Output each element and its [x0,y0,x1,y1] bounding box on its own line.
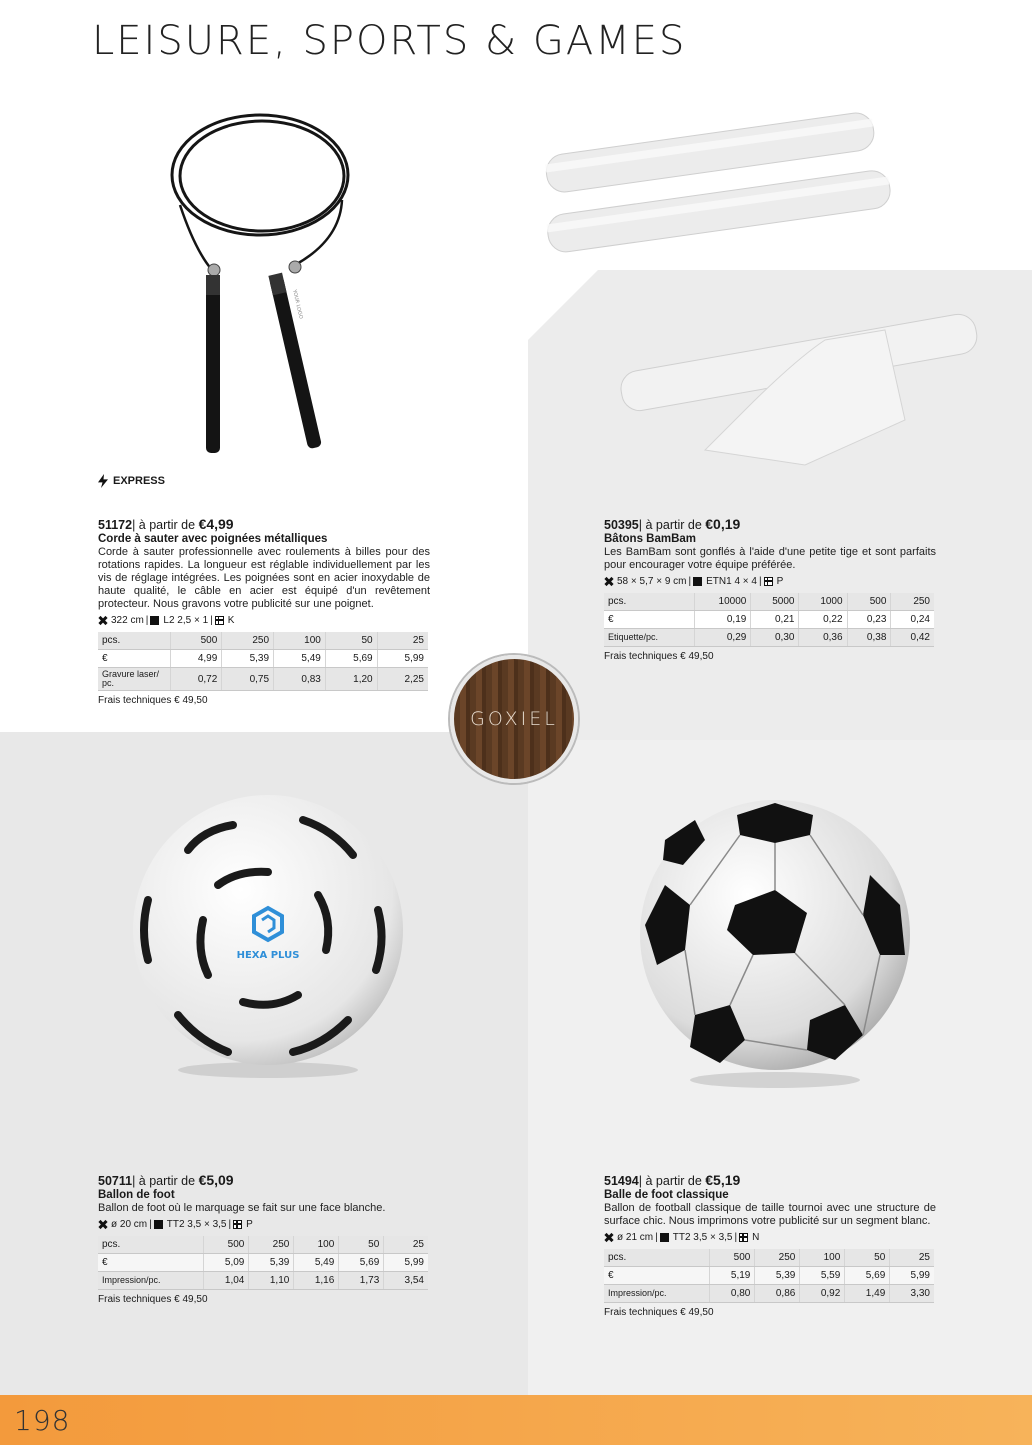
engraving-text: YOUR LOGO [291,289,304,320]
table-cell: 50 [325,632,377,650]
product-number: 50711 [98,1174,133,1188]
product-header [604,1174,936,1188]
product-specs: 58 × 5,7 × 9 cm | ETN1 4 × 4 | P [604,575,936,588]
table-cell: 2,25 [377,668,428,691]
lightning-icon [98,474,108,488]
table-cell: 250 [222,632,274,650]
product-description: Ballon de foot où le marquage se fait sur une face blanche. [98,1202,386,1214]
table-cell: 500 [204,1236,249,1254]
table-cell: € [604,611,694,629]
table-cell: € [98,1254,204,1272]
dimensions-icon [98,616,107,625]
table-row [604,1267,934,1285]
table-row [604,1285,934,1303]
print-method-icon [660,1233,669,1242]
table-cell: 3,54 [384,1272,428,1290]
packaging-icon [739,1233,748,1242]
table-cell: 4,99 [170,650,222,668]
ball-logo-text: HEXA PLUS [236,950,300,961]
price-prefix: | à partir de [132,1174,199,1188]
product-description: Ballon de football classique de taille tournoi avec une structure de surface chic. Nous imprimons votre publicité sur un segment blanc. [604,1202,936,1227]
table-cell: 250 [891,593,934,611]
product-name: Corde à sauter avec poignées métalliques [98,533,328,545]
packaging-icon [764,577,773,586]
table-cell: 100 [274,632,326,650]
spec-pack: P [246,1219,253,1230]
product-description: Les BamBam sont gonflés à l'aide d'une petite tige et sont parfaits pour encourager votre équipe préférée. [604,546,936,571]
table-cell: 5,19 [710,1267,755,1285]
product-50395 [604,518,936,663]
bambam-sticks-image [535,90,985,470]
express-label: EXPRESS [113,475,165,487]
table-cell: 10000 [694,593,751,611]
product-number: 51494 [604,1174,639,1188]
table-cell: 250 [755,1249,800,1267]
table-cell: 5,59 [800,1267,845,1285]
table-cell: 0,22 [799,611,847,629]
table-cell: 0,19 [694,611,751,629]
spec-pack: K [227,615,235,626]
product-price: €5,09 [198,1172,234,1188]
spec-size: ø 21 cm [617,1232,654,1243]
table-cell: 0,72 [170,668,222,691]
table-cell: pcs. [604,1249,710,1267]
jump-rope-image [150,110,390,460]
table-cell: 50 [339,1236,384,1254]
table-cell: 0,30 [751,629,799,647]
technical-fees: Frais techniques € 49,50 [98,1294,208,1305]
table-cell: 0,38 [847,629,891,647]
print-method-icon [154,1220,163,1229]
table-cell: 0,83 [274,668,326,691]
technical-fees: Frais techniques € 49,50 [604,1307,714,1318]
packaging-icon [233,1220,242,1229]
spec-size: 322 cm [111,615,144,626]
price-prefix: | à partir de [132,518,199,532]
product-price: €4,99 [198,516,234,532]
table-cell: Impression/pc. [98,1272,204,1290]
football-image [128,790,408,1080]
table-cell: 1000 [799,593,847,611]
table-cell: 25 [384,1236,428,1254]
table-cell: 5,39 [249,1254,294,1272]
spec-size: ø 20 cm [111,1219,148,1230]
table-cell: 5,99 [377,650,428,668]
technical-fees: Frais techniques € 49,50 [98,695,208,706]
table-cell: € [98,650,170,668]
table-row [98,1272,428,1290]
product-specs: ø 21 cm | TT2 3,5 × 3,5 | N [604,1231,936,1244]
spec-print: TT2 3,5 × 3,5 [166,1219,227,1230]
product-name: Balle de foot classique [604,1189,729,1201]
product-specs: 322 cm | L2 2,5 × 1 | K [98,614,430,627]
table-cell: 50 [845,1249,890,1267]
product-number: 51172 [98,518,133,532]
table-cell: 25 [890,1249,934,1267]
table-cell: 250 [249,1236,294,1254]
table-cell: 3,30 [890,1285,934,1303]
price-table [98,632,428,691]
page-title: LEISURE, SPORTS & GAMES [92,18,687,64]
table-cell: 1,04 [204,1272,249,1290]
table-cell: 5,49 [294,1254,339,1272]
table-cell: 1,20 [325,668,377,691]
spec-pack: P [776,576,784,587]
table-cell: 25 [377,632,428,650]
table-cell: 0,42 [891,629,934,647]
price-table [604,593,934,647]
print-method-icon [693,577,702,586]
product-header [604,518,936,532]
table-cell: Etiquette/pc. [604,629,694,647]
table-cell: 5,39 [755,1267,800,1285]
product-specs: ø 20 cm | TT2 3,5 × 3,5 | P [98,1218,430,1231]
table-cell: 500 [847,593,891,611]
table-cell: 0,80 [710,1285,755,1303]
table-cell: 5,99 [890,1267,934,1285]
table-cell: 1,16 [294,1272,339,1290]
table-cell: 5,39 [222,650,274,668]
table-cell: 100 [294,1236,339,1254]
table-cell: 5,99 [384,1254,428,1272]
table-cell: 0,92 [800,1285,845,1303]
table-row [604,1249,934,1267]
table-cell: 0,21 [751,611,799,629]
product-number: 50395 [604,518,639,532]
goxiel-logo [450,655,578,783]
express-badge [98,474,165,488]
spec-size: 58 × 5,7 × 9 cm [617,576,687,587]
table-cell: 100 [800,1249,845,1267]
dimensions-icon [604,577,613,586]
table-cell: 0,75 [222,668,274,691]
table-cell: 0,36 [799,629,847,647]
table-cell: 5000 [751,593,799,611]
table-cell: 5,69 [339,1254,384,1272]
product-51494 [604,1174,936,1319]
table-cell: 1,73 [339,1272,384,1290]
table-cell: 0,86 [755,1285,800,1303]
price-prefix: | à partir de [638,1174,706,1188]
table-cell: 0,23 [847,611,891,629]
table-cell: 1,10 [249,1272,294,1290]
table-row [604,611,934,629]
table-row [98,668,428,691]
product-header [98,518,430,532]
table-cell: 5,69 [845,1267,890,1285]
goxiel-logo-text: GOXIEL [470,708,558,730]
page-number: 198 [14,1404,71,1437]
table-cell: 5,09 [204,1254,249,1272]
product-51172 [98,518,430,707]
table-cell: Gravure laser/ pc. [98,668,170,691]
table-cell: 500 [170,632,222,650]
table-cell: pcs. [98,1236,204,1254]
table-cell: 1,49 [845,1285,890,1303]
table-row [98,1254,428,1272]
table-cell: € [604,1267,710,1285]
price-prefix: | à partir de [638,518,706,532]
table-row [98,1236,428,1254]
spec-print: L2 2,5 × 1 [163,615,209,626]
table-cell: 500 [710,1249,755,1267]
table-row [98,632,428,650]
spec-pack: N [752,1232,760,1243]
product-name: Ballon de foot [98,1189,175,1201]
spec-print: ETN1 4 × 4 [706,576,757,587]
technical-fees: Frais techniques € 49,50 [604,651,714,662]
table-cell: pcs. [604,593,694,611]
price-table [98,1236,428,1290]
table-cell: 5,49 [274,650,326,668]
table-row [98,650,428,668]
product-name: Bâtons BamBam [604,533,697,545]
table-cell: 0,29 [694,629,751,647]
packaging-icon [215,616,224,625]
product-50711 [98,1174,430,1306]
product-header [98,1174,430,1188]
print-method-icon [150,616,159,625]
table-row [604,593,934,611]
dimensions-icon [98,1220,107,1229]
dimensions-icon [604,1233,613,1242]
classic-football-image [635,795,915,1095]
table-cell: Impression/pc. [604,1285,710,1303]
table-row [604,629,934,647]
product-price: €0,19 [705,516,741,532]
spec-print: TT2 3,5 × 3,5 [672,1232,733,1243]
price-table [604,1249,934,1303]
table-cell: 0,24 [891,611,934,629]
product-price: €5,19 [705,1172,741,1188]
product-description: Corde à sauter professionnelle avec roulements à billes pour des rotations rapides. La longueur est réglable individuellement par les vis de réglage intégrées. Les poignées sont en acier inoxydable de haute qualité, le câble en acier est équipé d'un revêtement protecteur. Nous gravons votre publicité sur une poignet. [98,546,430,610]
footer-bar [0,1395,1032,1445]
table-cell: 5,69 [325,650,377,668]
table-cell: pcs. [98,632,170,650]
